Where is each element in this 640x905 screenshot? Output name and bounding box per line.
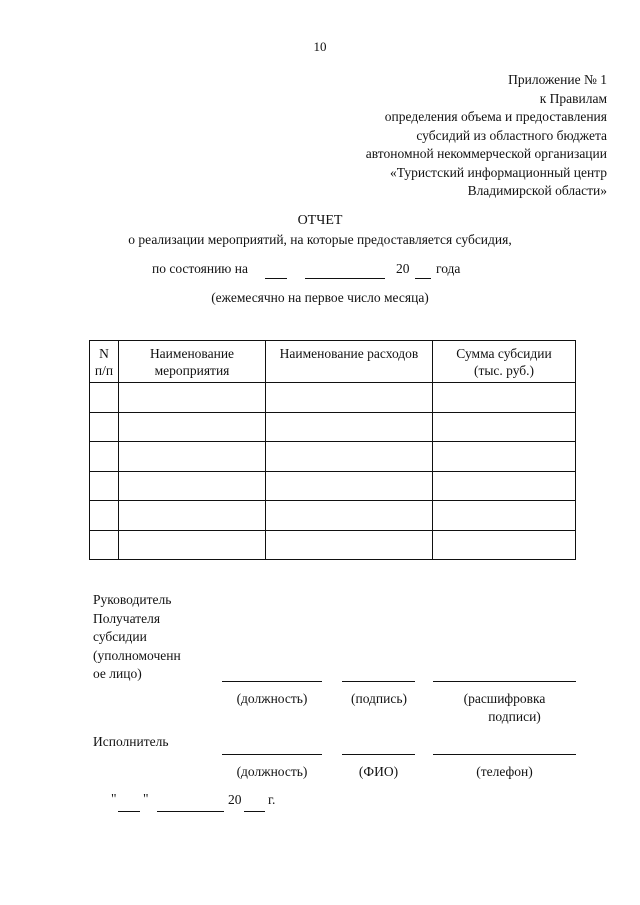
appendix-line: Приложение № 1 xyxy=(508,72,607,87)
head-label-line: (уполномоченн xyxy=(93,647,181,663)
head-label-line: Руководитель xyxy=(93,592,172,607)
date-quote-close: " xyxy=(143,791,149,806)
table-cell[interactable] xyxy=(119,501,266,531)
table-cell[interactable] xyxy=(119,412,266,442)
monthly-note: (ежемесячно на первое число месяца) xyxy=(211,290,429,305)
table-cell[interactable] xyxy=(433,530,576,560)
executor-label: Исполнитель xyxy=(93,734,169,749)
year-blank[interactable] xyxy=(415,278,431,279)
table-header-row xyxy=(90,341,576,383)
table-cell[interactable] xyxy=(119,442,266,472)
table-cell[interactable] xyxy=(433,501,576,531)
header-number: N п/п xyxy=(90,341,119,383)
executor-phone-caption: (телефон) xyxy=(476,764,533,779)
table-row xyxy=(90,442,576,472)
appendix-line: определения объема и предоставления xyxy=(384,109,607,124)
table-cell[interactable] xyxy=(266,412,433,442)
head-decoding-line1: (расшифровка xyxy=(463,691,546,706)
page-number: 10 xyxy=(313,39,327,54)
table-cell[interactable] xyxy=(90,471,119,501)
year-suffix: года xyxy=(436,261,461,276)
head-decoding-line2: подписи) xyxy=(488,709,541,724)
table-cell[interactable] xyxy=(266,471,433,501)
header-event-name: Наименование мероприятия xyxy=(119,341,266,383)
head-decoding-caption xyxy=(433,690,576,726)
head-label-line: Получателя xyxy=(93,610,161,626)
month-blank[interactable] xyxy=(305,278,385,279)
day-blank[interactable] xyxy=(265,278,287,279)
executor-name-caption: (ФИО) xyxy=(358,764,399,779)
table-cell[interactable] xyxy=(433,383,576,413)
date-year-suffix: г. xyxy=(268,792,276,807)
table-cell[interactable] xyxy=(90,501,119,531)
appendix-line: к Правилам xyxy=(539,90,607,106)
report-title: ОТЧЕТ xyxy=(297,213,343,228)
head-position-line[interactable] xyxy=(222,681,322,682)
appendix-header xyxy=(366,71,607,201)
appendix-line: субсидий из областного бюджета xyxy=(416,127,607,143)
appendix-line: «Туристский информационный центр xyxy=(390,164,607,180)
date-quote-open: " xyxy=(111,791,117,806)
year-prefix: 20 xyxy=(396,261,410,276)
executor-position-line[interactable] xyxy=(222,754,322,755)
table-row xyxy=(90,383,576,413)
head-decoding-line[interactable] xyxy=(433,681,576,682)
header-subsidy-amount: Сумма субсидии (тыс. руб.) xyxy=(433,341,576,383)
head-label xyxy=(93,591,181,684)
table-cell[interactable] xyxy=(266,383,433,413)
table-row xyxy=(90,471,576,501)
head-label-line: ое лицо) xyxy=(93,666,142,681)
date-year-prefix: 20 xyxy=(228,792,242,807)
table-row xyxy=(90,501,576,531)
table-cell[interactable] xyxy=(266,442,433,472)
date-month-blank[interactable] xyxy=(157,811,224,812)
report-subtitle: о реализации мероприятий, на которые предоставляется субсидия, xyxy=(128,232,512,247)
table-cell[interactable] xyxy=(90,412,119,442)
head-position-caption: (должность) xyxy=(236,691,308,706)
table-cell[interactable] xyxy=(119,471,266,501)
head-signature-caption: (подпись) xyxy=(350,691,408,706)
table-cell[interactable] xyxy=(119,383,266,413)
table-cell[interactable] xyxy=(433,412,576,442)
date-year-blank[interactable] xyxy=(244,811,265,812)
table-cell[interactable] xyxy=(266,501,433,531)
table-cell[interactable] xyxy=(433,442,576,472)
as-of-label: по состоянию на xyxy=(152,261,248,276)
table-row xyxy=(90,412,576,442)
table-cell[interactable] xyxy=(433,471,576,501)
executor-position-caption: (должность) xyxy=(236,764,308,779)
table-cell[interactable] xyxy=(90,442,119,472)
executor-phone-line[interactable] xyxy=(433,754,576,755)
report-table xyxy=(89,340,576,560)
head-label-line: субсидии xyxy=(93,629,147,644)
table-cell[interactable] xyxy=(90,383,119,413)
table-row xyxy=(90,530,576,560)
date-day-blank[interactable] xyxy=(118,811,140,812)
appendix-line: Владимирской области» xyxy=(467,183,607,198)
table-cell[interactable] xyxy=(119,530,266,560)
head-signature-line[interactable] xyxy=(342,681,415,682)
header-expense-name: Наименование расходов xyxy=(266,341,433,383)
executor-name-line[interactable] xyxy=(342,754,415,755)
table-cell[interactable] xyxy=(90,530,119,560)
appendix-line: автономной некоммерческой организации xyxy=(365,146,607,161)
table-cell[interactable] xyxy=(266,530,433,560)
